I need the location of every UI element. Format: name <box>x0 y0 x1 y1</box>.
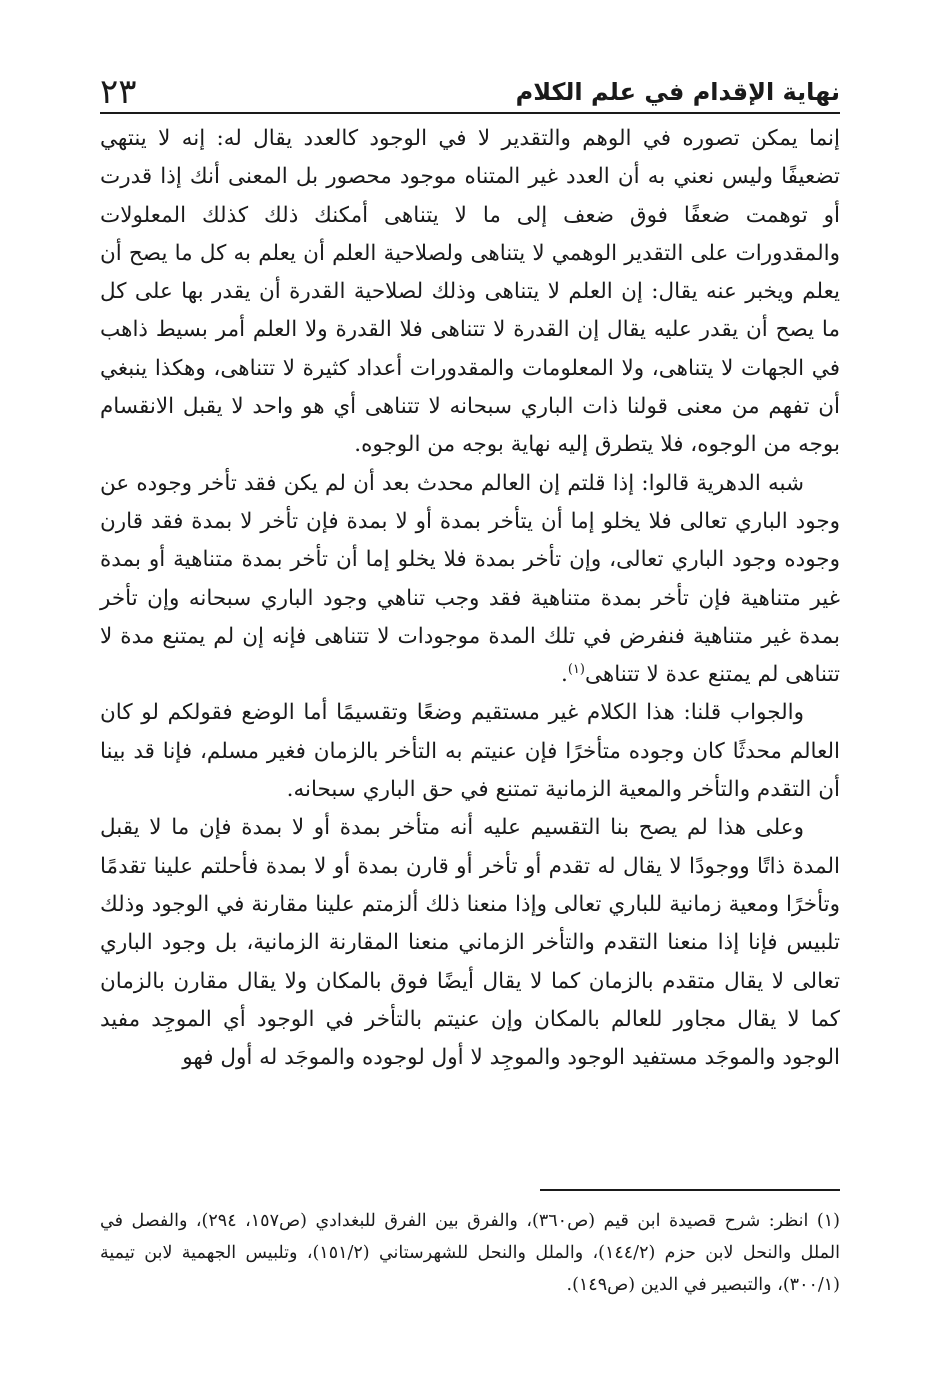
paragraph-text: إنما يمكن تصوره في الوهم والتقدير لا في الوجود كالعدد يقال له: إنه لا ينتهي تضعيفًا وليس نعني به أن العدد غير المتناه موجود محصور بل المعنى أنك إذا قدرت أو توهمت ضعفًا فوق ضعف إلى ما لا يتناهى أمكنك ذلك كذلك المعلولات والمقدورات على التقدير الوهمي لا يتناهى ولصلاحية العلم أن يعلم به كل ما يصح أن يعلم ويخبر عنه يقال: إن العلم لا يتناهى وذلك لصلاحية القدرة أن يقدر بها على كل ما يصح أن يقدر عليه يقال إن القدرة لا تتناهى فلا القدرة ولا العلم أمر بسيط ذاهب في الجهات لا يتناهى، ولا المعلومات والمقدورات أعداد كثيرة لا تتناهى، وهكذا ينبغي أن تفهم من معنى قولنا ذات الباري سبحانه لا تتناهى أي هو واحد لا يقبل الانقسام بوجه من الوجوه، فلا يتطرق إليه نهاية بوجه من الوجوه. <box>100 126 840 458</box>
footnotes <box>100 1205 840 1301</box>
paragraph-text: والجواب قلنا: هذا الكلام غير مستقيم وضعًا وتقسيمًا أما الوضع فقولكم لو كان العالم محدثًا كان وجوده متأخرًا فإن عنيتم به التأخر بالزمان فغير مسلم، فإنا قد بينا أن التقدم والتأخر والمعية الزمانية تمتنع في حق الباري سبحانه. <box>100 700 840 803</box>
sentence-end-mark: . <box>560 662 568 688</box>
paragraph-text: شبه الدهرية قالوا: إذا قلتم إن العالم محدث بعد أن لم يكن فقد تأخر وجوده عن وجود الباري تعالى فلا يخلو إما أن يتأخر بمدة أو لا بمدة فإن تأخر لا بمدة فقد قارن وجوده وجود الباري تعالى، وإن تأخر بمدة فلا يخلو إما أن تأخر بمدة متناهية أو بمدة غير متناهية فإن تأخر بمدة متناهية فقد وجب تناهي وجود الباري سبحانه وإن تأخر بمدة غير متناهية فنفرض في تلك المدة موجودات لا تتناهى فإنه إن لم يمتنع مدة لا تتناهى لم يمتنع عدة لا تتناهى <box>100 470 840 688</box>
footnote-reference[interactable]: (١) <box>567 662 585 677</box>
page-header <box>100 72 840 114</box>
running-title: نهاية الإقدام في علم الكلام <box>515 78 840 106</box>
paragraph <box>100 809 840 1077</box>
main-text <box>100 120 840 1077</box>
paragraph <box>100 120 840 465</box>
paragraph-text: وعلى هذا لم يصح بنا التقسيم عليه أنه متأخر بمدة أو لا بمدة فإن ما لا يقبل المدة ذاتًا ووجودًا لا يقال له تقدم أو تأخر أو قارن بمدة أو لا بمدة فأحلتم علينا تقدمًا وتأخرًا ومعية زمانية للباري تعالى وإذا منعنا ذلك ألزمتم علينا مقارنة في الوجود وذلك تلبيس فإنا إذا منعنا التقدم والتأخر الزماني منعنا المقارنة الزمانية، بل وجود الباري تعالى لا يقال متقدم بالزمان كما لا يقال أيضًا فوق بالمكان ولا يقال مقارن بالزمان كما لا يقال مجاور للعالم بالمكان وإن عنيتم بالتأخر في الوجود أي الموجِد مفيد الوجود والموجَد مستفيد الوجود والموجِد لا أول لوجوده والموجَد له أول فهو <box>100 815 840 1071</box>
paragraph <box>100 465 840 695</box>
paragraph <box>100 694 840 809</box>
page-number: ٢٣ <box>100 72 137 112</box>
footnote-separator <box>540 1189 840 1191</box>
footnote: (١) انظر: شرح قصيدة ابن قيم (ص٣٦٠)، والفرق بين الفرق للبغدادي (ص١٥٧، ٢٩٤)، والفصل في الملل والنحل لابن حزم (١٤٤/٢)، والملل والنحل للشهرستاني (١٥١/٢)، وتلبيس الجهمية لابن تيمية (٣٠٠/١)، والتبصير في الدين (ص١٤٩). <box>100 1211 840 1295</box>
